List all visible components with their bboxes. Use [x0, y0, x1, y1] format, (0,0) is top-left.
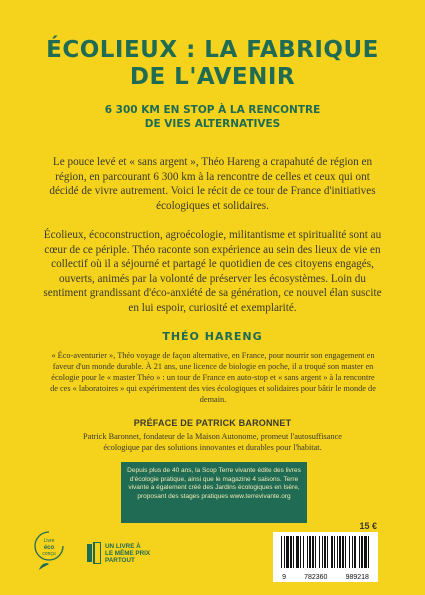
- barcode-bar: [322, 536, 323, 568]
- isbn-barcode: [273, 532, 378, 582]
- book-title-line2: DE L'AVENIR: [129, 64, 296, 90]
- same-price-line3: PARTOUT: [105, 556, 135, 564]
- barcode-bar: [286, 536, 289, 568]
- book-title: [0, 37, 425, 91]
- preface-text: Patrick Baronnet, fondateur de la Maison Autonome, promeut l'autosuffisance écologique par des solutions innovantes et durables pour l'habitat.: [83, 432, 342, 452]
- same-price-line1: UN LIVRE À: [105, 542, 141, 550]
- barcode-bar: [327, 536, 328, 568]
- barcode-bar: [315, 536, 316, 568]
- barcode-bar: [300, 536, 301, 568]
- book-title-line1: ÉCOLIEUX : LA FABRIQUE: [46, 37, 379, 63]
- same-price-line2: LE MÊME PRIX: [105, 549, 151, 557]
- barcode-bar: [337, 536, 338, 568]
- barcode-bar: [331, 536, 333, 568]
- isbn-part-1: 9: [282, 574, 286, 581]
- barcode-bar: [307, 536, 308, 568]
- book-subtitle-line2: DE VIES ALTERNATIVES: [144, 118, 281, 130]
- barcode-bar: [349, 536, 350, 568]
- barcode-bar: [319, 536, 320, 568]
- isbn-part-3: 989218: [345, 574, 369, 581]
- barcode-bar: [342, 536, 344, 568]
- barcode-bar: [354, 536, 356, 568]
- barcode-bar: [334, 536, 335, 568]
- author-name: THÉO HARENG: [162, 330, 263, 343]
- barcode-bar: [339, 536, 341, 568]
- barcode-bar: [364, 536, 367, 568]
- barcode-bar: [352, 536, 353, 568]
- barcode-bar: [345, 536, 346, 568]
- eco-logo-line3: conçu: [42, 551, 56, 557]
- isbn-number: [273, 574, 378, 581]
- book-subtitle-line1: 6 300 KM EN STOP À LA RENCONTRE: [104, 104, 321, 116]
- barcode-bars: [273, 532, 378, 572]
- same-price-everywhere-logo: [87, 542, 150, 564]
- eco-logo-line1: Livre: [43, 538, 55, 544]
- barcode-bar: [281, 536, 282, 568]
- barcode-bar: [293, 536, 294, 568]
- barcode-bar: [309, 536, 311, 568]
- book-subtitle: [0, 103, 425, 131]
- barcode-bar: [290, 536, 292, 568]
- barcode-bar: [296, 536, 299, 568]
- publisher-info-box: [121, 462, 307, 523]
- preface-title: PRÉFACE DE PATRICK BARONNET: [133, 418, 292, 428]
- barcode-bar: [324, 536, 326, 568]
- eco-logo-line2: éco: [43, 545, 55, 551]
- book-price-icon: [87, 542, 101, 564]
- barcode-bar: [303, 536, 304, 568]
- barcode-bar: [361, 536, 363, 568]
- barcode-bar: [284, 536, 285, 568]
- barcode-bar: [312, 536, 314, 568]
- barcode-bar: [368, 536, 369, 568]
- isbn-part-2: 782360: [304, 574, 328, 581]
- author-bio: « Éco-aventurier », Théo voyage de façon alternative, en France, pour nourrir son engagement en faveur d'un monde durable. À 21 ans, une licence de biologie en poche, il a troqué son master en écologie pour le « master Théo » : un tour de France en auto-stop et « sans argent » à la rencontre de ces « laboratoires » qui expérimentent des vies écologiques et solidaires pour bâtir le monde de demain.: [50, 351, 376, 404]
- eco-leaf-icon: [33, 530, 65, 572]
- eco-designed-book-logo: [33, 530, 65, 572]
- same-price-text: [105, 543, 150, 564]
- summary-paragraph-2: Écolieux, écoconstruction, agroécologie, militantisme et spiritualité sont au cœur de ce périple. Théo raconte son expérience au sein des lieux de vie en collectif où il a séjourné et partagé le quotidien de ces citoyens engagés, ouverts, animés par la volonté de préserver les écosystèmes. Loin du sentiment grandissant d'éco-anxiété de sa génération, ce nouvel élan suscite en lui espoir, curiosité et exemplarité.: [43, 229, 382, 314]
- price-label: 15 €: [359, 521, 377, 531]
- barcode-bar: [359, 536, 360, 568]
- summary-paragraph-1: Le pouce levé et « sans argent », Théo Hareng a crapahuté de région en région, en parcourant 6 300 km à la rencontre de celles et ceux qui ont décidé de vivre autrement. Voici le récit de ce tour de France d'initiatives écologiques et solidaires.: [49, 156, 376, 212]
- publisher-info-text: Depuis plus de 40 ans, la Scop Terre vivante édite des livres d'écologie pratique, ainsi que le magazine 4 saisons. Terre vivante a également créé des Jardins écologiques en Isère, proposant des stages pratiques www.terrevivante.org: [127, 467, 301, 500]
